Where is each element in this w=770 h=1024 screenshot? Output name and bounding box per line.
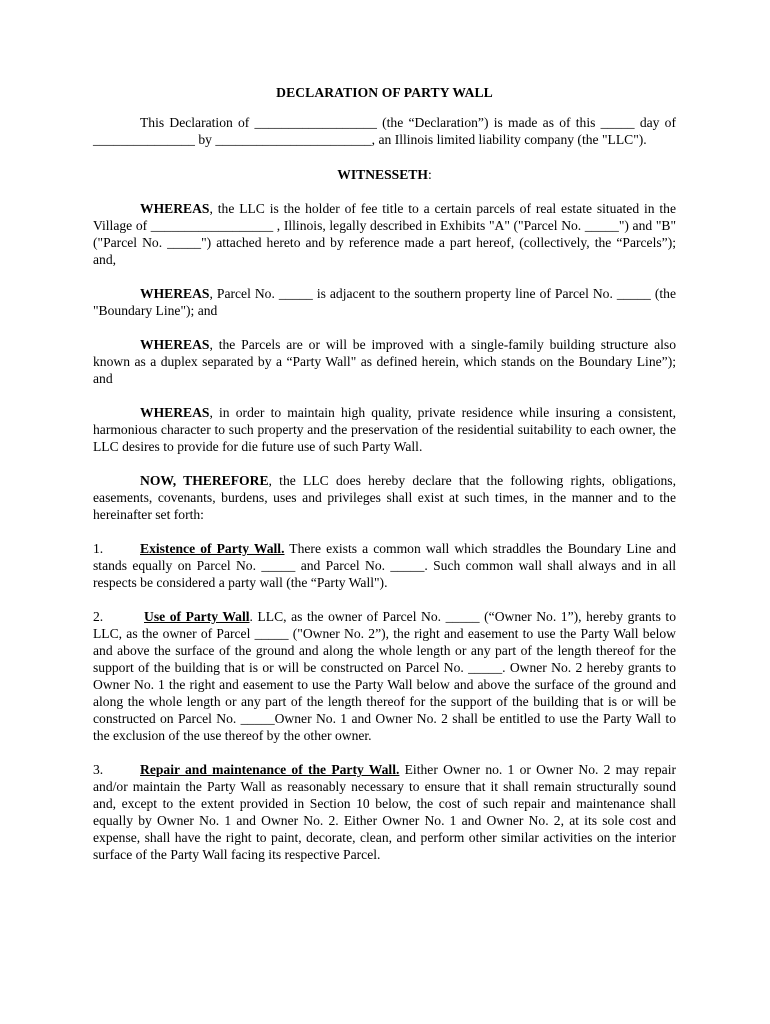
witnesseth-colon: : <box>427 167 432 182</box>
intro-paragraph: This Declaration of __________________ (the “Declaration”) is made as of this _____ day of _______________ by _______________________, an Illinois limited liability company (the "LLC"). <box>93 115 676 147</box>
section-heading: Use of Party Wall <box>144 609 250 624</box>
document-page <box>93 84 676 880</box>
section-2 <box>93 608 676 744</box>
section-number: 2. <box>93 609 104 624</box>
whereas-paragraph-2 <box>93 285 676 319</box>
section-text: There exists a common wall which straddles the Boundary Line and stands equally on Parcel No. _____ and Parcel No. _____. Such common wall shall always and in all respects be considered a party wall (the “Party Wall"). <box>93 541 676 590</box>
whereas-lead: WHEREAS <box>140 201 210 216</box>
whereas-paragraph-3 <box>93 336 676 387</box>
section-1 <box>93 540 676 591</box>
section-3 <box>93 761 676 863</box>
whereas-paragraph-1 <box>93 200 676 268</box>
section-text: Either Owner no. 1 or Owner No. 2 may repair and/or maintain the Party Wall as reasonably necessary to ensure that it shall remain structurally sound and, except to the extent provided in Section 10 below, the cost of such repair and maintenance shall equally by Owner No. 1 and Owner No. 2. Either Owner No. 1 and Owner No. 2, at its sole cost and expense, shall have the right to paint, decorate, clean, and perform other similar activities on the interior surface of the Party Wall facing its respective Parcel. <box>93 762 677 862</box>
whereas-paragraph-4 <box>93 404 676 455</box>
whereas-text: , in order to maintain high quality, private residence while insuring a consistent, harmonious character to such property and the preservation of the residential suitability to each owner, the LLC desires to provide for die future use of such Party Wall. <box>93 405 676 454</box>
now-therefore-lead: NOW, THEREFORE <box>140 473 269 488</box>
now-therefore-paragraph <box>93 472 676 523</box>
now-therefore-text: , the LLC does hereby declare that the following rights, obligations, easements, covenants, burdens, uses and privileges shall exist at such times, in the manner and to the hereinafter set forth: <box>93 473 676 522</box>
whereas-lead: WHEREAS <box>140 337 210 352</box>
section-number: 1. <box>93 541 104 556</box>
section-number: 3. <box>93 762 104 777</box>
whereas-text: , the LLC is the holder of fee title to a certain parcels of real estate situated in the Village of __________________ , Illinois, legally described in Exhibits "A" ("Parcel No. _____") and "B" ("Parcel No. _____") attached hereto and by reference made a part hereof, (collectively, the “Parcels”); and, <box>93 201 676 267</box>
whereas-lead: WHEREAS <box>140 405 210 420</box>
section-heading: Existence of Party Wall. <box>140 541 285 556</box>
whereas-text: , Parcel No. _____ is adjacent to the southern property line of Parcel No. _____ (the "Boundary Line"); and <box>93 286 676 318</box>
document-title: DECLARATION OF PARTY WALL <box>276 85 493 100</box>
witnesseth-label: WITNESSETH <box>337 167 428 182</box>
section-text: . LLC, as the owner of Parcel No. _____ (“Owner No. 1”), hereby grants to LLC, as the owner of Parcel _____ ("Owner No. 2”), the right and easement to use the Party Wall below and above the surface of the ground and along the whole length or any part of the length thereof for the support of the building that is or will be constructed on Parcel No. _____. Owner No. 2 hereby grants to Owner No. 1 the right and easement to use the Party Wall below and above the surface of the ground and along the whole length or any part of the length thereof for the support of the building that is or will be constructed on Parcel No. _____Owner No. 1 and Owner No. 2 shall be entitled to use the Party Wall to the exclusion of the use thereof by the other owner. <box>93 609 676 743</box>
whereas-text: , the Parcels are or will be improved with a single-family building structure also known as a duplex separated by a “Party Wall" as defined herein, which stands on the Boundary Line”); and <box>93 337 676 386</box>
section-heading: Repair and maintenance of the Party Wall. <box>140 762 400 777</box>
witnesseth-heading <box>93 166 676 183</box>
whereas-lead: WHEREAS <box>140 286 210 301</box>
